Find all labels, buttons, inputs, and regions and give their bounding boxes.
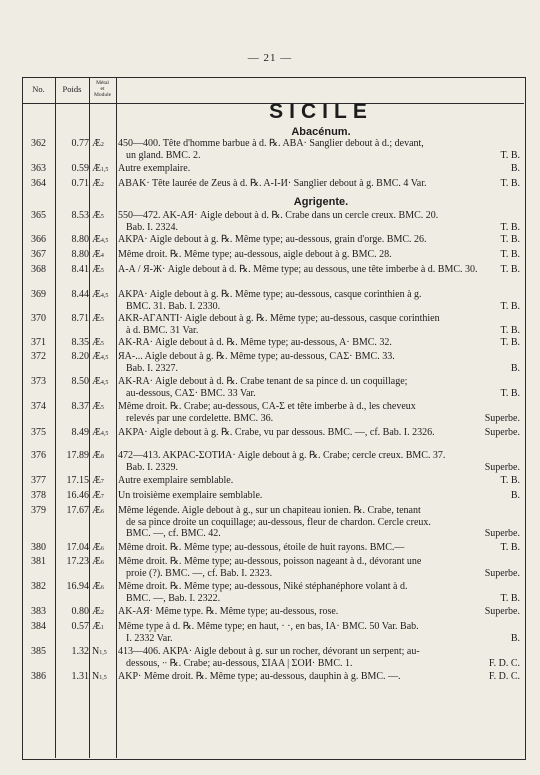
row-metal: Æ2 <box>92 138 104 149</box>
row-number: 363 <box>31 163 46 174</box>
row-number: 386 <box>31 671 46 682</box>
description-line <box>118 150 520 162</box>
row-metal: Æ4,5 <box>92 427 109 438</box>
row-weight: 8.37 <box>71 401 89 412</box>
row-number: 384 <box>31 621 46 632</box>
column-divider <box>89 77 90 758</box>
description-text: BMC. —, Bab. I. 2322. <box>126 592 221 604</box>
description-line <box>118 337 520 349</box>
description-text: Même droit. ℞. Crabe; au-dessous, CA-Σ et tête imberbe à d., les cheveux <box>118 401 416 412</box>
row-number: 366 <box>31 234 46 245</box>
row-description <box>118 351 520 374</box>
description-line <box>118 621 520 633</box>
condition-grade: Superbe. <box>484 528 520 539</box>
condition-grade: T. B. <box>500 149 520 161</box>
row-number: 365 <box>31 210 46 221</box>
description-text: au-dessous, CAΣ· BMC. 33 Var. <box>126 387 256 399</box>
row-metal: N1,5 <box>92 646 107 657</box>
description-line <box>118 289 520 301</box>
description-line <box>118 671 520 683</box>
description-line <box>118 388 520 400</box>
row-weight: 8.80 <box>71 249 89 260</box>
description-line <box>118 427 520 439</box>
description-line <box>118 542 520 554</box>
description-text: AK-AЯ· Même type. ℞. Même type; au-dessous, rose. <box>118 606 339 617</box>
description-text: Bab. I. 2327. <box>126 362 178 374</box>
row-module: 5 <box>100 341 104 347</box>
row-weight: 17.04 <box>66 542 89 553</box>
condition-grade: T. B. <box>500 249 520 260</box>
description-line <box>118 249 520 261</box>
row-metal: Æ5 <box>92 264 104 275</box>
description-line <box>118 138 520 150</box>
condition-grade: Superbe. <box>484 606 520 617</box>
row-number: 364 <box>31 178 46 189</box>
row-number: 375 <box>31 427 46 438</box>
row-weight: 0.77 <box>71 138 89 149</box>
row-module: 1,5 <box>100 167 109 173</box>
description-text: Même légende. Aigle debout à g., sur un chapiteau ionien. ℞. Crabe, tenant <box>118 505 421 516</box>
description-text: A-A / Я-Ж· Aigle debout à d. ℞. Même type; au dessous, une tête imberbe à d. BMC. 30. <box>118 264 478 275</box>
condition-grade: T. B. <box>500 178 520 189</box>
row-weight: 8.49 <box>71 427 89 438</box>
description-text: AKR-AГANTI· Aigle debout à g. ℞. Même type; au-dessous, casque corinthien <box>118 313 440 324</box>
row-weight: 17.15 <box>66 475 89 486</box>
description-text: AKP· Même droit. ℞. Même type; au-dessous, dauphin à g. BMC. —. <box>118 671 401 682</box>
description-text: BMC. —, cf. BMC. 42. <box>126 528 221 539</box>
row-module: 5 <box>100 268 104 274</box>
section-title: SICILE <box>269 100 373 123</box>
row-metal: Æ1,5 <box>92 163 109 174</box>
description-text: Bab. I. 2324. <box>126 221 178 233</box>
description-line <box>118 517 520 529</box>
row-weight: 0.80 <box>71 606 89 617</box>
condition-grade: T. B. <box>500 387 520 399</box>
condition-grade: F. D. C. <box>488 657 520 669</box>
header-metal: Métal et Module <box>93 80 112 98</box>
description-text: AKPA· Aigle debout à g. ℞. Crabe, vu par dessous. BMC. —, cf. Bab. I. 2326. <box>118 427 435 438</box>
row-weight: 8.41 <box>71 264 89 275</box>
description-line <box>118 222 520 234</box>
description-text: ABAK· Tête laurée de Zeus à d. ℞. A-I-И· Sanglier debout à g. BMC. 4 Var. <box>118 178 427 189</box>
row-metal: Æ8 <box>92 450 104 461</box>
description-line <box>118 646 520 658</box>
row-weight: 0.71 <box>71 178 89 189</box>
row-description <box>118 475 520 487</box>
row-metal: Æ4,5 <box>92 376 109 387</box>
row-metal: N1,5 <box>92 671 107 682</box>
row-description <box>118 249 520 261</box>
row-metal: Æ5 <box>92 337 104 348</box>
header-no: No. <box>32 84 45 94</box>
condition-grade: Superbe. <box>484 567 520 579</box>
description-line <box>118 606 520 618</box>
condition-grade: T. B. <box>500 221 520 233</box>
row-metal: Æ7 <box>92 490 104 501</box>
row-weight: 16.46 <box>66 490 89 501</box>
description-line <box>118 581 520 593</box>
description-line <box>118 313 520 325</box>
row-number: 377 <box>31 475 46 486</box>
row-number: 367 <box>31 249 46 260</box>
description-line <box>118 210 520 222</box>
condition-grade: T. B. <box>500 300 520 312</box>
row-metal: Æ2 <box>92 178 104 189</box>
row-description <box>118 606 520 618</box>
row-module: 4,5 <box>100 355 109 361</box>
row-metal: Æ4 <box>92 249 104 260</box>
row-module: 5 <box>100 405 104 411</box>
row-metal: Æ5 <box>92 210 104 221</box>
description-text: Un troisième exemplaire semblable. <box>118 490 263 501</box>
row-metal: Æ6 <box>92 556 104 567</box>
page-number: — 21 — <box>247 52 293 64</box>
row-description <box>118 621 520 644</box>
description-line <box>118 450 520 462</box>
description-line <box>118 163 520 175</box>
row-description <box>118 505 520 540</box>
row-weight: 1.31 <box>71 671 89 682</box>
row-description <box>118 289 520 312</box>
description-line <box>118 234 520 246</box>
row-description <box>118 646 520 669</box>
description-text: Autre exemplaire semblable. <box>118 475 234 486</box>
description-line <box>118 325 520 337</box>
row-module: 1 <box>100 625 104 631</box>
condition-grade: Superbe. <box>484 427 520 438</box>
row-description <box>118 581 520 604</box>
row-description <box>118 671 520 683</box>
row-weight: 8.35 <box>71 337 89 348</box>
condition-grade: Superbe. <box>484 412 520 424</box>
row-number: 371 <box>31 337 46 348</box>
row-module: 4 <box>100 253 104 259</box>
description-line <box>118 462 520 474</box>
row-description <box>118 427 520 439</box>
row-module: 4,5 <box>100 431 109 437</box>
row-description <box>118 313 520 336</box>
row-module: 5 <box>100 214 104 220</box>
row-description <box>118 401 520 424</box>
row-number: 376 <box>31 450 46 461</box>
row-number: 380 <box>31 542 46 553</box>
description-line <box>118 363 520 375</box>
row-metal: Æ7 <box>92 475 104 486</box>
row-description <box>118 337 520 349</box>
row-weight: 8.53 <box>71 210 89 221</box>
row-number: 381 <box>31 556 46 567</box>
description-line <box>118 490 520 502</box>
description-line <box>118 264 520 276</box>
row-weight: 17.89 <box>66 450 89 461</box>
row-module: 6 <box>100 509 104 515</box>
description-line <box>118 593 520 605</box>
condition-grade: T. B. <box>500 264 520 275</box>
row-metal: Æ5 <box>92 313 104 324</box>
description-line <box>118 505 520 517</box>
row-metal: Æ6 <box>92 542 104 553</box>
description-text: Même droit. ℞. Même type; au-dessous, étoile de huit rayons. BMC.— <box>118 542 405 553</box>
description-text: 550—472. AK-AЯ· Aigle debout à d. ℞. Crabe dans un cercle creux. BMC. 20. <box>118 210 439 221</box>
description-line <box>118 351 520 363</box>
row-module: 2 <box>100 142 104 148</box>
description-text: BMC. 31. Bab. I. 2330. <box>126 300 221 312</box>
description-text: 413—406. AKPA· Aigle debout à g. sur un rocher, dévorant un serpent; au- <box>118 646 420 657</box>
row-description <box>118 210 520 233</box>
description-text: 472—413. AKPAC-ΣOTИA· Aigle debout à g. ℞. Crabe; cercle creux. BMC. 37. <box>118 450 446 461</box>
row-number: 385 <box>31 646 46 657</box>
row-module: 2 <box>100 610 104 616</box>
row-number: 372 <box>31 351 46 362</box>
row-weight: 17.23 <box>66 556 89 567</box>
description-text: Bab. I. 2329. <box>126 461 178 473</box>
description-text: ЯA-... Aigle debout à g. ℞. Même type; au-dessous, CAΣ· BMC. 33. <box>118 351 395 362</box>
description-line <box>118 178 520 190</box>
row-module: 4,5 <box>100 380 109 386</box>
description-text: AKPA· Aigle debout à g. ℞. Même type; au-dessous, grain d'orge. BMC. 26. <box>118 234 427 245</box>
description-text: un gland. BMC. 2. <box>126 149 201 161</box>
condition-grade: T. B. <box>500 542 520 553</box>
description-line <box>118 376 520 388</box>
description-line <box>118 633 520 645</box>
row-weight: 0.57 <box>71 621 89 632</box>
row-number: 378 <box>31 490 46 501</box>
condition-grade: T. B. <box>500 337 520 348</box>
row-number: 370 <box>31 313 46 324</box>
description-text: proie (?). BMC. —, cf. Bab. I. 2323. <box>126 567 273 579</box>
condition-grade: B. <box>510 490 520 501</box>
header-poids: Poids <box>62 84 82 94</box>
row-metal: Æ4,5 <box>92 289 109 300</box>
description-text: Même droit. ℞. Même type; au-dessous, aigle debout à g. BMC. 28. <box>118 249 392 260</box>
row-module: 7 <box>100 494 104 500</box>
description-text: de sa pince droite un coquillage; au-dessous, fleur de chardon. Cercle creux. <box>126 516 431 528</box>
row-metal: Æ4,5 <box>92 351 109 362</box>
description-line <box>118 556 520 568</box>
condition-grade: T. B. <box>500 234 520 245</box>
row-weight: 8.44 <box>71 289 89 300</box>
row-description <box>118 450 520 473</box>
row-description <box>118 178 520 190</box>
row-number: 373 <box>31 376 46 387</box>
row-description <box>118 490 520 502</box>
row-module: 6 <box>100 585 104 591</box>
description-text: Même droit. ℞. Même type; au-dessous, Niké stéphanéphore volant à d. <box>118 581 408 592</box>
row-description <box>118 138 520 161</box>
row-metal: Æ6 <box>92 505 104 516</box>
row-metal: Æ1 <box>92 621 104 632</box>
row-weight: 0.59 <box>71 163 89 174</box>
row-module: 2 <box>100 182 104 188</box>
row-weight: 1.32 <box>71 646 89 657</box>
subsection-abacenum: Abacénum. <box>291 126 351 138</box>
description-text: 450—400. Tête d'homme barbue à d. ℞. ABA· Sanglier debout à d.; devant, <box>118 138 424 149</box>
row-weight: 8.20 <box>71 351 89 362</box>
row-module: 4,5 <box>100 238 109 244</box>
row-weight: 8.71 <box>71 313 89 324</box>
row-module: 4,5 <box>100 293 109 299</box>
row-metal: Æ6 <box>92 581 104 592</box>
subsection-agrigente: Agrigente. <box>293 196 349 208</box>
description-text: Autre exemplaire. <box>118 163 191 174</box>
description-text: dessous, ∙∙ ℞. Crabe; au-dessous, ΣIAA | ΣOИ· BMC. 1. <box>126 657 353 669</box>
condition-grade: B. <box>510 163 520 174</box>
row-number: 374 <box>31 401 46 412</box>
description-line <box>118 528 520 540</box>
row-module: 6 <box>100 560 104 566</box>
row-module: 7 <box>100 479 104 485</box>
description-text: AKPA· Aigle debout à g. ℞. Même type; au-dessous, casque corinthien à g. <box>118 289 422 300</box>
row-number: 369 <box>31 289 46 300</box>
row-module: 8 <box>100 454 104 460</box>
row-metal: Æ4,5 <box>92 234 109 245</box>
description-text: I. 2332 Var. <box>126 632 173 644</box>
description-text: Même type à d. ℞. Même type; en haut, · ·, en bas, IA· BMC. 50 Var. Bab. <box>118 621 419 632</box>
condition-grade: B. <box>510 632 520 644</box>
condition-grade: T. B. <box>500 324 520 336</box>
condition-grade: F. D. C. <box>488 671 520 682</box>
condition-grade: Superbe. <box>484 461 520 473</box>
row-module: 5 <box>100 317 104 323</box>
description-line <box>118 301 520 313</box>
row-description <box>118 234 520 246</box>
condition-grade: B. <box>510 362 520 374</box>
row-weight: 16.94 <box>66 581 89 592</box>
row-description <box>118 264 520 276</box>
condition-grade: T. B. <box>500 592 520 604</box>
row-metal: Æ2 <box>92 606 104 617</box>
row-description <box>118 376 520 399</box>
description-text: Même droit. ℞. Même type; au-dessous, poisson nageant à d., dévorant une <box>118 556 422 567</box>
row-metal: Æ5 <box>92 401 104 412</box>
description-text: AK-RA· Aigle debout à d. ℞. Crabe tenant de sa pince d. un coquillage; <box>118 376 408 387</box>
description-line <box>118 568 520 580</box>
condition-grade: T. B. <box>500 475 520 486</box>
row-number: 383 <box>31 606 46 617</box>
row-description <box>118 542 520 554</box>
row-number: 368 <box>31 264 46 275</box>
description-line <box>118 413 520 425</box>
row-number: 379 <box>31 505 46 516</box>
row-module: 6 <box>100 546 104 552</box>
row-module: 1,5 <box>99 675 107 681</box>
description-line <box>118 401 520 413</box>
row-number: 362 <box>31 138 46 149</box>
row-number: 382 <box>31 581 46 592</box>
row-weight: 8.80 <box>71 234 89 245</box>
row-description <box>118 163 520 175</box>
row-weight: 8.50 <box>71 376 89 387</box>
row-module: 1,5 <box>99 650 107 656</box>
row-description <box>118 556 520 579</box>
description-text: relevés par une cordelette. BMC. 36. <box>126 412 274 424</box>
row-weight: 17.67 <box>66 505 89 516</box>
description-text: AK-RA· Aigle debout à d. ℞. Même type; au-dessous, A· BMC. 32. <box>118 337 392 348</box>
description-line <box>118 658 520 670</box>
description-line <box>118 475 520 487</box>
description-text: à d. BMC. 31 Var. <box>126 324 199 336</box>
